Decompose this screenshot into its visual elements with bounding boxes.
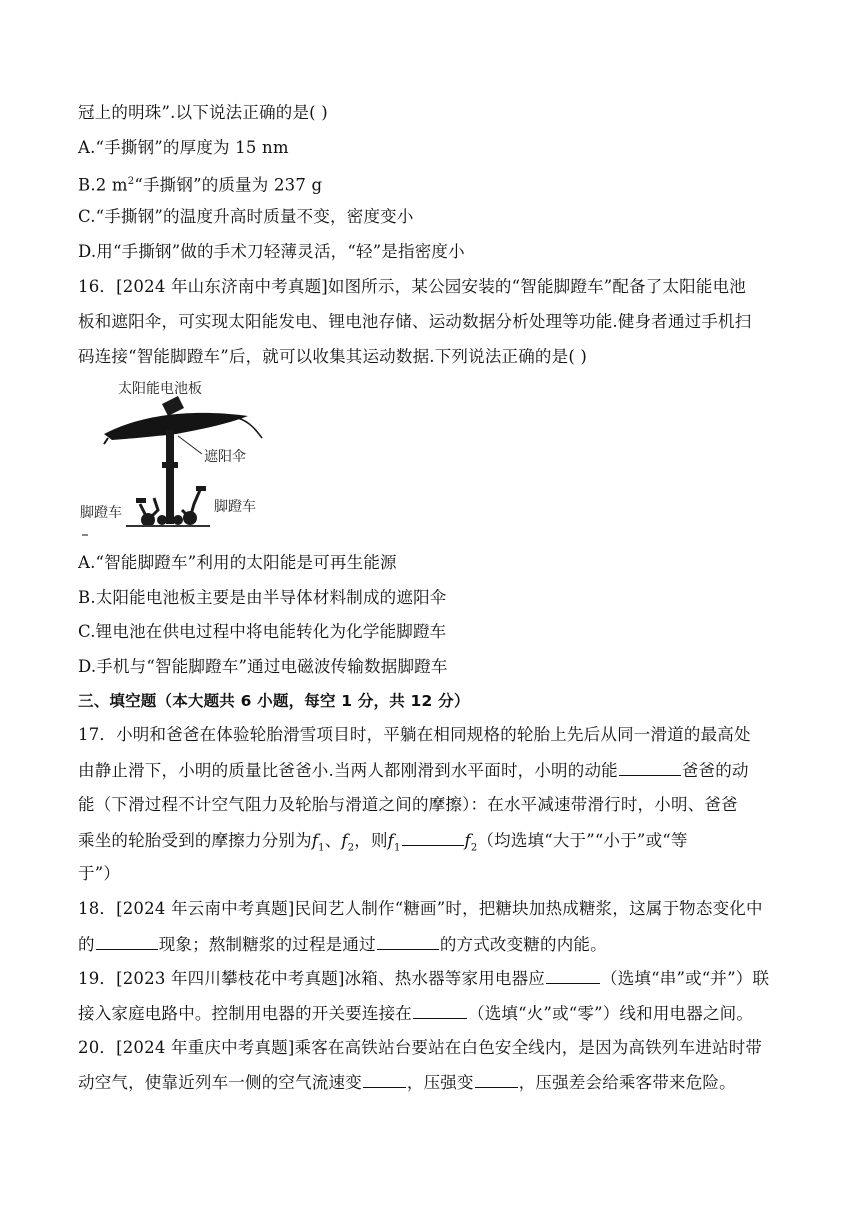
- q17-line5: 于”）: [78, 864, 121, 883]
- q18-text-a: 的: [78, 935, 95, 954]
- answer-blank: [619, 759, 681, 776]
- q16-option-c: C.锂电池在供电过程中将电能转化为化学能脚蹬车: [78, 622, 447, 641]
- q17-text-a: 由静止滑下，小明的质量比爸爸小.当两人都刚滑到水平面时，小明的动能: [78, 761, 618, 780]
- q16-stem-line2: 板和遮阳伞，可实现太阳能发电、锂电池存储、运动数据分析处理等功能.健身者通过手机扫: [78, 312, 752, 331]
- var-f: f: [341, 831, 348, 850]
- q16-option-d: D.手机与“智能脚蹬车”通过电磁波传输数据脚蹬车: [78, 657, 448, 676]
- sub-2: 2: [347, 842, 355, 854]
- q17-line3: 能（下滑过程不计空气阻力及轮胎与滑道之间的摩擦）：在水平减速带滑行时，小明、爸爸: [78, 795, 738, 814]
- answer-blank: [377, 933, 439, 950]
- label-bike-right: 脚蹬车: [214, 499, 256, 515]
- label-umbrella: 遮阳伞: [204, 449, 246, 465]
- q15b-superscript: 2: [127, 176, 135, 187]
- var-f: f: [311, 831, 319, 850]
- q19-text-c: 接入家庭电路中。控制用电器的开关要连接在: [78, 1004, 412, 1023]
- var-f: f: [387, 831, 394, 850]
- q17-text-b: 爸爸的动: [681, 761, 749, 780]
- label-bike-left: 脚蹬车: [80, 505, 122, 521]
- q20-text-b: ，压强变: [406, 1073, 474, 1092]
- var-f: f: [464, 831, 471, 850]
- q17-text-c: 乘坐的轮胎受到的摩擦力分别为: [78, 831, 312, 850]
- q16-stem-line3: 码连接“智能脚蹬车”后，就可以收集其运动数据.下列说法正确的是( ): [78, 347, 588, 366]
- smart-bike-figure: [78, 378, 270, 542]
- sub-1: 1: [318, 842, 325, 854]
- answer-blank: [475, 1071, 518, 1088]
- q20-text-a: 动空气，使靠近列车一侧的空气流速变: [78, 1073, 362, 1092]
- q15-option-d: D.用“手撕钢”做的手术刀轻薄灵活，“轻”是指密度小: [78, 242, 465, 261]
- q17-line4: [78, 829, 688, 859]
- q17-line2: [78, 759, 749, 782]
- sep: 、: [324, 831, 342, 850]
- q18-text-b: 现象；熬制糖浆的过程是通过: [158, 935, 376, 954]
- q17-line1: 17．小明和爸爸在体验轮胎滑雪项目时，平躺在相同规格的轮胎上先后从同一滑道的最高处: [78, 725, 751, 744]
- q15-option-c: C.“手撕钢”的温度升高时质量不变，密度变小: [78, 207, 414, 226]
- q15-option-a: A.“手撕钢”的厚度为 15 nm: [78, 138, 289, 157]
- then-text: ，则: [354, 831, 388, 850]
- q17-text-d: （均选填“大于”“小于”或“等: [477, 831, 688, 850]
- answer-blank: [96, 933, 158, 950]
- q16-option-b: B.太阳能电池板主要是由半导体材料制成的遮阳伞: [78, 588, 447, 607]
- q16-stem-line1: 16．[2024 年山东济南中考真题]如图所示，某公园安装的“智能脚蹬车”配备了太阳能电池: [78, 277, 746, 296]
- sub-2: 2: [470, 842, 478, 854]
- q20-text-c: ，压强差会给乘客带来危险。: [518, 1073, 736, 1092]
- q19-line1: [78, 967, 769, 990]
- q20-line1: 20．[2024 年重庆中考真题]乘客在高铁站台要站在白色安全线内，是因为高铁列车进站时带: [78, 1038, 763, 1057]
- q19-text-d: （选填“火”或“零”）线和用电器之间。: [468, 1004, 754, 1023]
- answer-blank: [546, 967, 600, 984]
- q16-option-a: A.“智能脚蹬车”利用的太阳能是可再生能源: [78, 553, 397, 572]
- q19-line2: [78, 1002, 753, 1025]
- q20-line2: [78, 1071, 736, 1094]
- q15-stem-tail: 冠上的明珠”.以下说法正确的是( ): [78, 103, 328, 122]
- q15b-text-post: “手撕钢”的质量为 237 g: [134, 175, 323, 195]
- q18-text-c: 的方式改变糖的内能。: [439, 935, 607, 954]
- q15-option-b: [78, 171, 322, 197]
- q19-text-a: 19．[2023 年四川攀枝花中考真题]冰箱、热水器等家用电器应: [78, 969, 546, 988]
- q18-line1: 18．[2024 年云南中考真题]民间艺人制作“糖画”时，把糖块加热成糖浆，这属于物态变化中: [78, 899, 763, 918]
- sub-1: 1: [393, 842, 401, 854]
- q15b-text-pre: B.2 m: [78, 175, 128, 195]
- label-solar-panel: 太阳能电池板: [118, 381, 202, 397]
- answer-blank: [402, 829, 464, 846]
- q19-text-b: （选填“串”或“并”）联: [601, 969, 770, 988]
- answer-blank: [363, 1071, 406, 1088]
- answer-blank: [413, 1002, 467, 1019]
- section-3-heading: 三、填空题（本大题共 6 小题，每空 1 分，共 12 分）: [78, 692, 470, 710]
- q18-line2: [78, 933, 607, 956]
